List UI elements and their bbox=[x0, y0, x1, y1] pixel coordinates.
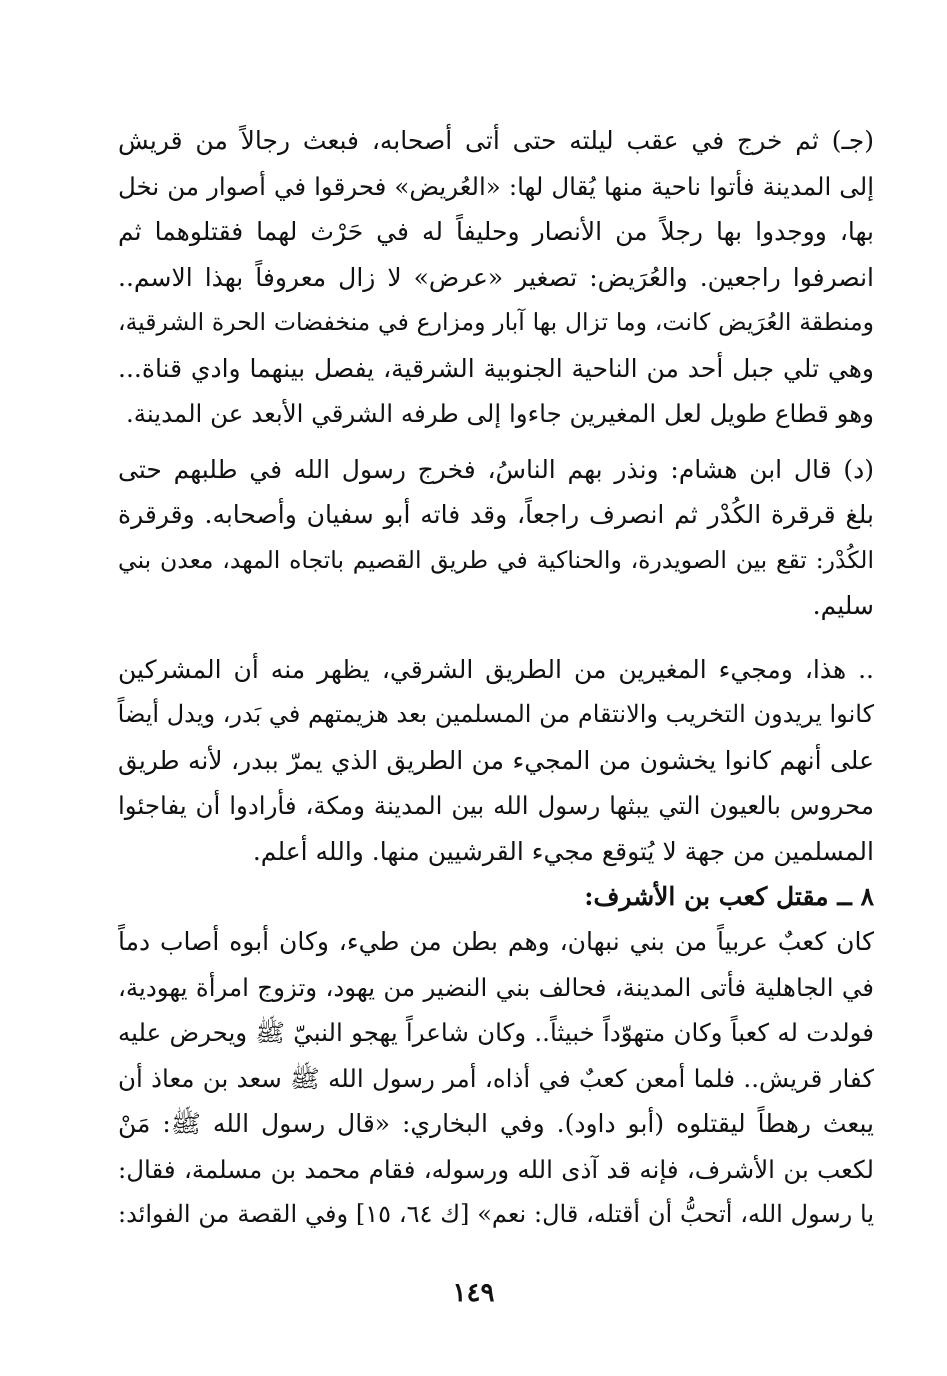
text-line: المسلمين من جهة لا يُتوقع مجيء القرشيين منها. والله أعلم. bbox=[252, 836, 874, 866]
text-line: (جـ) ثم خرج في عقب ليلته حتى أتى أصحابه، فبعث رجالاً من قريش bbox=[118, 126, 874, 155]
text-line: في الجاهلية فأتى المدينة، فحالف بني النضير من يهود، وتزوج امرأة يهودية، bbox=[118, 972, 874, 1002]
paragraph-dal bbox=[118, 447, 874, 629]
paragraph-kaab bbox=[118, 919, 874, 1238]
text-line: (د) قال ابن هشام: ونذر بهم الناسُ، فخرج رسول الله في طلبهم حتى bbox=[118, 454, 874, 484]
text-line: فولدت له كعباً وكان متهوّداً خبيثاً.. وكان شاعراً يهجو النبيّ ﷺ ويحرض عليه bbox=[118, 1018, 874, 1047]
text-line: كان كعبٌ عربياً من بني نبهان، وهم بطن من طيء، وكان أبوه أصاب دماً bbox=[118, 927, 874, 956]
text-line: يا رسول الله، أتحبُّ أن أقتله، قال: نعم» [ك ٦٤، ١٥] وفي القصة من الفوائد: bbox=[118, 1200, 875, 1228]
text-line: وهو قطاع طويل لعل المغيرين جاءوا إلى طرفه الشرقي الأبعد عن المدينة. bbox=[125, 399, 874, 428]
paragraph-hatha bbox=[118, 647, 874, 875]
text-line: على أنهم كانوا يخشون من المجيء من الطريق الذي يمرّ ببدر، لأنه طريق bbox=[118, 745, 874, 775]
text-line: سليم. bbox=[812, 591, 874, 620]
text-line: .. هذا، ومجيء المغيرين من الطريق الشرقي، يظهر منه أن المشركين bbox=[118, 654, 874, 684]
text-line: انصرفوا راجعين. والعُرَيض: تصغير «عرض» لا زال معروفاً بهذا الاسم.. bbox=[118, 262, 874, 292]
text-line: بلغ قرقرة الكُدْر ثم انصرف راجعاً، وقد فاته أبو سفيان وأصحابه. وقرقرة bbox=[118, 500, 874, 529]
page-body bbox=[118, 118, 874, 1238]
page-number: ١٤٩ bbox=[452, 1278, 495, 1308]
text-line: ومنطقة العُرَيض كانت، وما تزال بها آبار ومزارع في منخفضات الحرة الشرقية، bbox=[118, 308, 874, 336]
text-line: كانوا يريدون التخريب والانتقام من المسلمين بعد هزيمتهم في بَدر، ويدل أيضاً bbox=[117, 700, 874, 728]
section-heading: ٨ ــ مقتل كعب بن الأشرف: bbox=[584, 882, 874, 911]
text-line: وهي تلي جبل أحد من الناحية الجنوبية الشرقية، يفصل بينهما وادي قناة... bbox=[118, 353, 874, 383]
text-line: إلى المدينة فأتوا ناحية منها يُقال لها: «العُريض» فحرقوا في أصوار من نخل bbox=[118, 171, 874, 201]
text-line: كفار قريش.. فلما أمعن كعبٌ في أذاه، أمر رسول الله ﷺ سعد بن معاذ أن bbox=[118, 1063, 874, 1093]
text-line: لكعب بن الأشرف، فإنه قد آذى الله ورسوله، فقام محمد بن مسلمة، فقال: bbox=[118, 1154, 874, 1184]
paragraph-gap bbox=[118, 629, 874, 647]
text-line: بها، ووجدوا بها رجلاً من الأنصار وحليفاً له في حَرْث لهما فقتلوهما ثم bbox=[118, 217, 874, 246]
text-line: محروس بالعيون التي يبثها رسول الله بين المدينة ومكة، فأرادوا أن يفاجئوا bbox=[118, 791, 874, 820]
text-line: الكُدْر: تقع بين الصويدرة، والحناكية في طريق القصيم باتجاه المهد، معدن بني bbox=[118, 545, 874, 574]
text-line: يبعث رهطاً ليقتلوه (أبو داود). وفي البخاري: «قال رسول الله ﷺ: مَنْ bbox=[118, 1109, 874, 1138]
paragraph-gap bbox=[118, 437, 874, 447]
paragraph-jim bbox=[118, 118, 874, 437]
